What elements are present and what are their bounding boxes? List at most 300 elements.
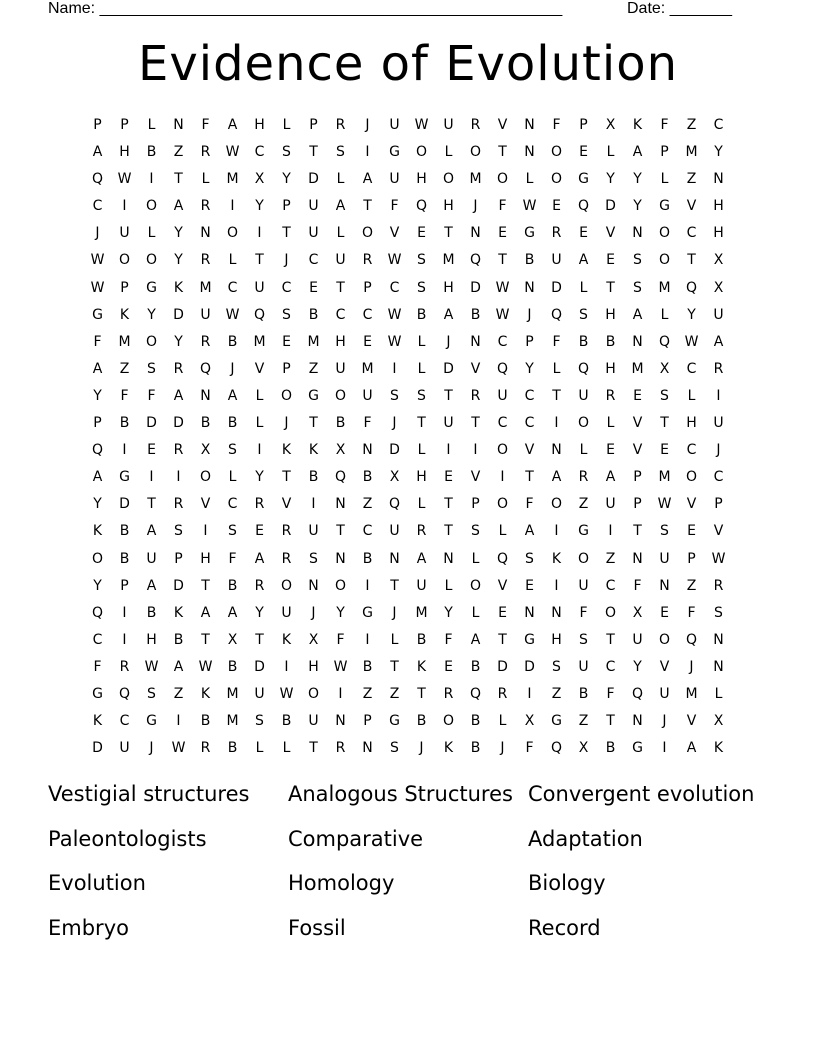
grid-letter[interactable]: F (525, 496, 534, 513)
grid-letter[interactable]: C (524, 387, 535, 404)
grid-letter[interactable]: K (92, 523, 103, 540)
grid-letter[interactable]: J (392, 415, 397, 432)
grid-letter[interactable]: T (390, 658, 399, 675)
grid-letter[interactable]: F (363, 415, 372, 432)
grid-letter[interactable]: O (226, 225, 239, 242)
grid-letter[interactable]: B (227, 658, 238, 675)
grid-letter[interactable]: T (174, 171, 183, 188)
grid-letter[interactable]: S (255, 713, 264, 730)
grid-letter[interactable]: N (713, 171, 724, 188)
grid-letter[interactable]: X (308, 631, 319, 648)
grid-letter[interactable]: U (335, 252, 346, 269)
grid-letter[interactable]: U (308, 225, 319, 242)
grid-letter[interactable]: L (552, 360, 561, 377)
grid-letter[interactable]: E (363, 333, 372, 350)
grid-letter[interactable]: I (392, 360, 397, 377)
grid-letter[interactable]: R (200, 333, 211, 350)
grid-letter[interactable]: O (280, 387, 293, 404)
grid-letter[interactable]: Y (687, 306, 696, 323)
grid-letter[interactable]: Q (685, 631, 698, 648)
grid-letter[interactable]: M (226, 685, 239, 702)
grid-letter[interactable]: A (173, 387, 184, 404)
grid-letter[interactable]: O (604, 604, 617, 621)
grid-letter[interactable]: I (716, 387, 721, 404)
grid-letter[interactable]: Z (578, 496, 589, 513)
grid-letter[interactable]: Y (633, 658, 642, 675)
grid-letter[interactable]: F (525, 740, 534, 757)
grid-letter[interactable]: A (632, 306, 643, 323)
grid-letter[interactable]: I (122, 631, 127, 648)
grid-letter[interactable]: A (92, 360, 103, 377)
grid-letter[interactable]: U (632, 631, 643, 648)
grid-letter[interactable]: Q (334, 469, 347, 486)
grid-letter[interactable]: O (118, 252, 131, 269)
grid-letter[interactable]: O (145, 333, 158, 350)
grid-letter[interactable]: O (469, 577, 482, 594)
grid-letter[interactable]: S (633, 252, 642, 269)
grid-letter[interactable]: Q (91, 604, 104, 621)
grid-letter[interactable]: N (200, 387, 211, 404)
grid-letter[interactable]: V (254, 360, 265, 377)
grid-letter[interactable]: E (498, 225, 507, 242)
grid-letter[interactable]: B (308, 306, 319, 323)
grid-letter[interactable]: F (201, 117, 210, 133)
grid-letter[interactable]: F (444, 631, 453, 648)
grid-letter[interactable]: E (309, 279, 318, 296)
grid-letter[interactable]: D (389, 442, 400, 459)
grid-letter[interactable]: O (307, 685, 320, 702)
grid-letter[interactable]: Y (93, 387, 102, 404)
grid-letter[interactable]: I (365, 577, 370, 594)
grid-letter[interactable]: T (255, 252, 264, 269)
grid-letter[interactable]: J (149, 740, 154, 757)
grid-letter[interactable]: Q (550, 306, 563, 323)
grid-letter[interactable]: R (335, 117, 346, 133)
grid-letter[interactable]: A (578, 252, 589, 269)
grid-letter[interactable]: E (498, 604, 507, 621)
grid-letter[interactable]: U (362, 387, 373, 404)
grid-letter[interactable]: H (416, 469, 427, 486)
grid-letter[interactable]: I (554, 415, 559, 432)
grid-letter[interactable]: N (524, 604, 535, 621)
grid-letter[interactable]: E (444, 469, 453, 486)
grid-letter[interactable]: D (308, 171, 319, 188)
grid-letter[interactable]: V (632, 442, 643, 459)
grid-letter[interactable]: R (443, 685, 454, 702)
grid-letter[interactable]: A (92, 469, 103, 486)
grid-letter[interactable]: C (362, 523, 373, 540)
grid-letter[interactable]: J (500, 740, 505, 757)
grid-letter[interactable]: N (524, 117, 535, 133)
grid-letter[interactable]: I (554, 523, 559, 540)
grid-letter[interactable]: I (122, 442, 127, 459)
grid-letter[interactable]: L (606, 415, 615, 432)
grid-letter[interactable]: B (362, 469, 373, 486)
grid-letter[interactable]: Y (714, 144, 723, 161)
grid-letter[interactable]: G (362, 604, 373, 621)
grid-letter[interactable]: Z (605, 550, 616, 567)
grid-letter[interactable]: N (335, 713, 346, 730)
grid-letter[interactable]: O (658, 252, 671, 269)
grid-letter[interactable]: O (334, 387, 347, 404)
grid-letter[interactable]: L (255, 387, 264, 404)
grid-letter[interactable]: A (92, 144, 103, 161)
grid-letter[interactable]: W (414, 117, 429, 133)
grid-letter[interactable]: L (714, 685, 723, 702)
grid-letter[interactable]: B (173, 631, 184, 648)
grid-letter[interactable]: H (713, 225, 724, 242)
grid-letter[interactable]: V (281, 496, 292, 513)
grid-letter[interactable]: O (442, 713, 455, 730)
grid-letter[interactable]: I (554, 577, 559, 594)
grid-letter[interactable]: B (227, 577, 238, 594)
grid-letter[interactable]: T (417, 415, 426, 432)
grid-letter[interactable]: M (199, 279, 212, 296)
grid-letter[interactable]: E (606, 442, 615, 459)
grid-letter[interactable]: Q (415, 198, 428, 215)
grid-letter[interactable]: O (550, 144, 563, 161)
grid-letter[interactable]: N (389, 550, 400, 567)
grid-letter[interactable]: N (551, 604, 562, 621)
grid-letter[interactable]: X (389, 469, 400, 486)
grid-letter[interactable]: B (578, 333, 589, 350)
grid-letter[interactable]: A (686, 740, 697, 757)
grid-letter[interactable]: O (145, 252, 158, 269)
grid-letter[interactable]: M (226, 171, 239, 188)
grid-letter[interactable]: B (416, 631, 427, 648)
grid-letter[interactable]: U (605, 496, 616, 513)
grid-letter[interactable]: T (444, 225, 453, 242)
grid-letter[interactable]: Y (93, 577, 102, 594)
grid-letter[interactable]: E (606, 252, 615, 269)
grid-letter[interactable]: T (606, 279, 615, 296)
grid-letter[interactable]: A (227, 604, 238, 621)
grid-letter[interactable]: R (200, 198, 211, 215)
grid-letter[interactable]: X (335, 442, 346, 459)
grid-letter[interactable]: P (93, 415, 102, 432)
grid-letter[interactable]: N (470, 333, 481, 350)
grid-letter[interactable]: J (284, 415, 289, 432)
grid-letter[interactable]: I (473, 442, 478, 459)
grid-letter[interactable]: U (308, 198, 319, 215)
grid-letter[interactable]: M (253, 333, 266, 350)
grid-letter[interactable]: O (550, 171, 563, 188)
grid-letter[interactable]: A (173, 198, 184, 215)
grid-letter[interactable]: O (334, 577, 347, 594)
grid-letter[interactable]: S (660, 387, 669, 404)
grid-letter[interactable]: S (282, 306, 291, 323)
grid-letter[interactable]: C (686, 225, 697, 242)
grid-letter[interactable]: N (470, 225, 481, 242)
grid-letter[interactable]: T (309, 144, 318, 161)
grid-letter[interactable]: M (226, 713, 239, 730)
grid-letter[interactable]: U (254, 279, 265, 296)
grid-letter[interactable]: D (497, 658, 508, 675)
grid-letter[interactable]: A (200, 604, 211, 621)
grid-letter[interactable]: S (174, 523, 183, 540)
grid-letter[interactable]: E (633, 387, 642, 404)
grid-letter[interactable]: R (173, 360, 184, 377)
grid-letter[interactable]: U (146, 550, 157, 567)
grid-letter[interactable]: K (173, 604, 184, 621)
grid-letter[interactable]: X (227, 631, 238, 648)
grid-letter[interactable]: R (470, 117, 481, 133)
grid-letter[interactable]: H (119, 144, 130, 161)
grid-letter[interactable]: R (605, 387, 616, 404)
grid-letter[interactable]: L (201, 171, 210, 188)
grid-letter[interactable]: B (200, 415, 211, 432)
grid-letter[interactable]: B (470, 658, 481, 675)
grid-letter[interactable]: W (279, 685, 294, 702)
date-field[interactable]: Date: _______ (627, 0, 732, 17)
grid-letter[interactable]: T (498, 252, 507, 269)
grid-letter[interactable]: O (361, 225, 374, 242)
grid-letter[interactable]: C (713, 469, 724, 486)
grid-letter[interactable]: Q (469, 685, 482, 702)
grid-letter[interactable]: J (284, 252, 289, 269)
grid-letter[interactable]: F (552, 117, 561, 133)
grid-letter[interactable]: Z (686, 117, 697, 133)
grid-letter[interactable]: S (147, 360, 156, 377)
grid-letter[interactable]: P (174, 550, 183, 567)
grid-letter[interactable]: Q (496, 550, 509, 567)
grid-letter[interactable]: L (579, 442, 588, 459)
grid-letter[interactable]: C (686, 442, 697, 459)
grid-letter[interactable]: C (227, 496, 238, 513)
grid-letter[interactable]: I (257, 225, 262, 242)
grid-letter[interactable]: W (198, 658, 213, 675)
grid-letter[interactable]: J (662, 713, 667, 730)
grid-letter[interactable]: U (389, 171, 400, 188)
grid-letter[interactable]: Y (336, 604, 345, 621)
grid-letter[interactable]: R (200, 740, 211, 757)
grid-letter[interactable]: W (90, 279, 105, 296)
grid-letter[interactable]: N (524, 279, 535, 296)
grid-letter[interactable]: D (254, 658, 265, 675)
grid-letter[interactable]: D (92, 740, 103, 757)
grid-letter[interactable]: K (551, 550, 562, 567)
grid-letter[interactable]: M (307, 333, 320, 350)
grid-letter[interactable]: P (282, 360, 291, 377)
grid-letter[interactable]: H (335, 333, 346, 350)
grid-letter[interactable]: G (146, 279, 157, 296)
grid-letter[interactable]: W (522, 198, 537, 215)
grid-letter[interactable]: S (417, 252, 426, 269)
grid-letter[interactable]: A (227, 117, 238, 133)
grid-letter[interactable]: A (335, 198, 346, 215)
grid-letter[interactable]: F (228, 550, 237, 567)
grid-letter[interactable]: K (173, 279, 184, 296)
grid-letter[interactable]: N (632, 225, 643, 242)
grid-letter[interactable]: V (686, 713, 697, 730)
grid-letter[interactable]: G (92, 685, 103, 702)
grid-letter[interactable]: Q (253, 306, 266, 323)
grid-letter[interactable]: Y (255, 469, 264, 486)
grid-letter[interactable]: R (200, 252, 211, 269)
grid-letter[interactable]: J (689, 658, 694, 675)
grid-letter[interactable]: U (389, 523, 400, 540)
grid-letter[interactable]: V (524, 442, 535, 459)
grid-letter[interactable]: Q (550, 740, 563, 757)
grid-letter[interactable]: H (605, 306, 616, 323)
grid-letter[interactable]: R (254, 496, 265, 513)
grid-letter[interactable]: W (117, 171, 132, 188)
grid-letter[interactable]: A (632, 144, 643, 161)
grid-letter[interactable]: R (119, 658, 130, 675)
grid-letter[interactable]: L (417, 333, 426, 350)
grid-letter[interactable]: V (659, 658, 670, 675)
grid-letter[interactable]: B (605, 333, 616, 350)
grid-letter[interactable]: T (282, 225, 291, 242)
grid-letter[interactable]: G (578, 523, 589, 540)
grid-letter[interactable]: F (498, 198, 507, 215)
grid-letter[interactable]: P (687, 550, 696, 567)
grid-letter[interactable]: I (365, 144, 370, 161)
grid-letter[interactable]: U (200, 306, 211, 323)
grid-letter[interactable]: Y (147, 306, 156, 323)
grid-letter[interactable]: O (496, 496, 509, 513)
grid-letter[interactable]: E (147, 442, 156, 459)
grid-letter[interactable]: S (417, 387, 426, 404)
grid-letter[interactable]: G (389, 144, 400, 161)
grid-letter[interactable]: W (495, 306, 510, 323)
grid-letter[interactable]: B (281, 713, 292, 730)
grid-letter[interactable]: P (363, 713, 372, 730)
grid-letter[interactable]: P (633, 469, 642, 486)
grid-letter[interactable]: F (660, 117, 669, 133)
grid-letter[interactable]: L (390, 631, 399, 648)
grid-letter[interactable]: B (470, 740, 481, 757)
grid-letter[interactable]: L (444, 577, 453, 594)
grid-letter[interactable]: R (497, 685, 508, 702)
grid-letter[interactable]: A (605, 469, 616, 486)
grid-letter[interactable]: W (144, 658, 159, 675)
grid-letter[interactable]: Q (91, 171, 104, 188)
grid-letter[interactable]: I (608, 523, 613, 540)
grid-letter[interactable]: G (389, 713, 400, 730)
grid-letter[interactable]: T (552, 387, 561, 404)
grid-letter[interactable]: T (363, 198, 372, 215)
grid-letter[interactable]: Q (577, 360, 590, 377)
grid-letter[interactable]: X (578, 740, 589, 757)
grid-letter[interactable]: B (119, 523, 130, 540)
grid-letter[interactable]: B (146, 144, 157, 161)
grid-letter[interactable]: T (309, 415, 318, 432)
grid-letter[interactable]: O (658, 225, 671, 242)
grid-letter[interactable]: W (333, 658, 348, 675)
grid-letter[interactable]: C (92, 631, 103, 648)
grid-letter[interactable]: U (578, 577, 589, 594)
grid-letter[interactable]: N (659, 577, 670, 594)
grid-letter[interactable]: J (419, 740, 424, 757)
grid-letter[interactable]: A (254, 550, 265, 567)
grid-letter[interactable]: U (551, 252, 562, 269)
grid-letter[interactable]: B (416, 713, 427, 730)
grid-letter[interactable]: F (336, 631, 345, 648)
grid-letter[interactable]: A (362, 171, 373, 188)
grid-letter[interactable]: N (551, 442, 562, 459)
grid-letter[interactable]: R (335, 740, 346, 757)
grid-letter[interactable]: N (362, 740, 373, 757)
grid-letter[interactable]: F (147, 387, 156, 404)
grid-letter[interactable]: U (659, 685, 670, 702)
grid-letter[interactable]: Y (255, 604, 264, 621)
grid-letter[interactable]: W (387, 333, 402, 350)
grid-letter[interactable]: H (713, 198, 724, 215)
grid-letter[interactable]: N (200, 225, 211, 242)
grid-letter[interactable]: R (713, 577, 724, 594)
grid-letter[interactable]: B (605, 740, 616, 757)
grid-letter[interactable]: L (660, 171, 669, 188)
grid-letter[interactable]: T (498, 144, 507, 161)
grid-letter[interactable]: S (390, 387, 399, 404)
grid-letter[interactable]: T (390, 577, 399, 594)
grid-letter[interactable]: A (470, 631, 481, 648)
grid-letter[interactable]: J (446, 333, 451, 350)
grid-letter[interactable]: M (658, 279, 671, 296)
grid-letter[interactable]: K (713, 740, 724, 757)
grid-letter[interactable]: T (282, 469, 291, 486)
grid-letter[interactable]: I (500, 469, 505, 486)
grid-letter[interactable]: L (660, 306, 669, 323)
grid-letter[interactable]: T (498, 631, 507, 648)
grid-letter[interactable]: K (443, 740, 454, 757)
grid-letter[interactable]: P (660, 144, 669, 161)
grid-letter[interactable]: Y (525, 360, 534, 377)
grid-letter[interactable]: G (524, 225, 535, 242)
grid-letter[interactable]: X (524, 713, 535, 730)
grid-letter[interactable]: B (119, 415, 130, 432)
grid-letter[interactable]: F (93, 333, 102, 350)
grid-letter[interactable]: C (308, 252, 319, 269)
grid-letter[interactable]: T (255, 631, 264, 648)
grid-letter[interactable]: Z (551, 685, 562, 702)
grid-letter[interactable]: L (282, 740, 291, 757)
grid-letter[interactable]: P (633, 496, 642, 513)
grid-letter[interactable]: Y (444, 604, 453, 621)
grid-letter[interactable]: V (632, 415, 643, 432)
grid-letter[interactable]: O (469, 144, 482, 161)
grid-letter[interactable]: I (311, 496, 316, 513)
grid-letter[interactable]: O (280, 577, 293, 594)
grid-letter[interactable]: R (578, 469, 589, 486)
grid-letter[interactable]: S (228, 523, 237, 540)
grid-letter[interactable]: L (498, 713, 507, 730)
grid-letter[interactable]: V (389, 225, 400, 242)
grid-letter[interactable]: H (308, 658, 319, 675)
grid-letter[interactable]: R (416, 523, 427, 540)
grid-letter[interactable]: M (685, 144, 698, 161)
grid-letter[interactable]: M (631, 360, 644, 377)
grid-letter[interactable]: P (363, 279, 372, 296)
grid-letter[interactable]: G (308, 387, 319, 404)
grid-letter[interactable]: F (120, 387, 129, 404)
grid-letter[interactable]: C (605, 577, 616, 594)
grid-letter[interactable]: O (577, 415, 590, 432)
grid-letter[interactable]: I (365, 631, 370, 648)
grid-letter[interactable]: L (336, 171, 345, 188)
grid-letter[interactable]: K (416, 658, 427, 675)
grid-letter[interactable]: F (390, 198, 399, 215)
grid-letter[interactable]: T (606, 631, 615, 648)
grid-letter[interactable]: T (201, 577, 210, 594)
grid-letter[interactable]: K (200, 685, 211, 702)
grid-letter[interactable]: U (254, 685, 265, 702)
grid-letter[interactable]: X (200, 442, 211, 459)
grid-letter[interactable]: Y (606, 171, 615, 188)
grid-letter[interactable]: K (119, 306, 130, 323)
grid-letter[interactable]: F (579, 604, 588, 621)
